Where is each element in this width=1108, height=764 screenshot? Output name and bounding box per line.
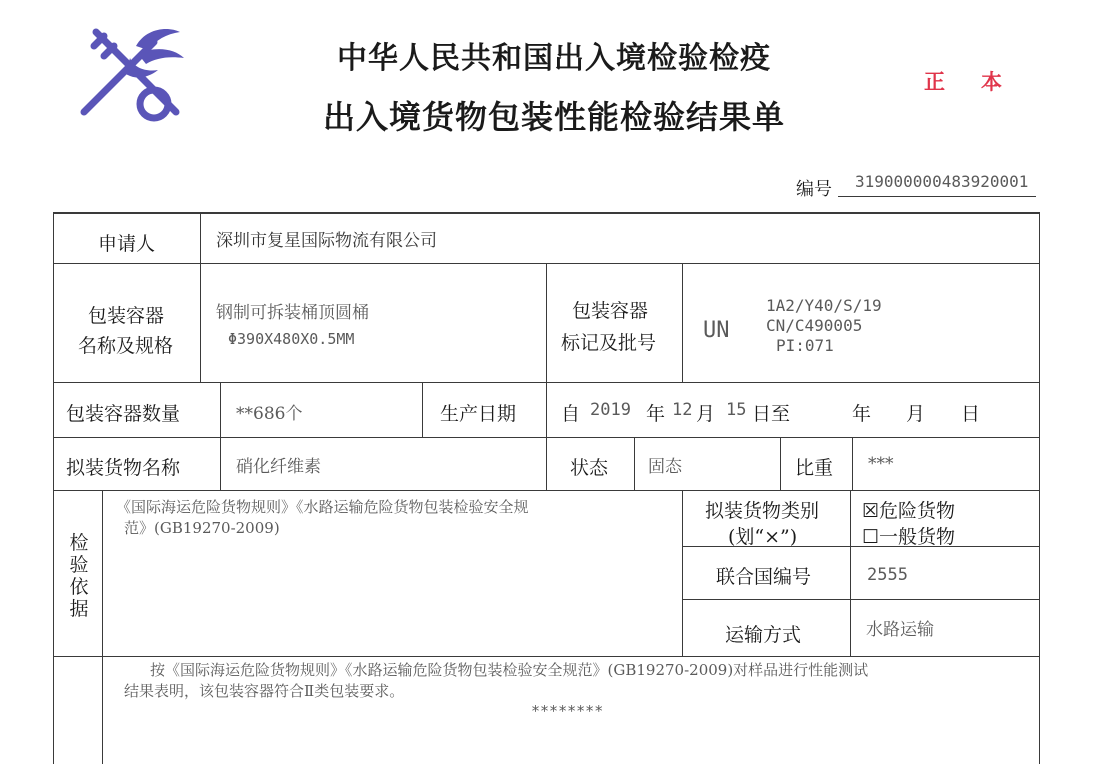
basis-label-char: 据	[69, 598, 89, 620]
applicant-value: 深圳市复星国际物流有限公司	[216, 231, 437, 251]
result-end-stars: ********	[531, 702, 604, 720]
production-day: 15	[726, 400, 747, 420]
end-day-unit: 日	[961, 403, 981, 425]
goods-name-value: 硝化纤维素	[236, 457, 321, 477]
quantity-value: **686个	[236, 404, 303, 424]
production-year: 2019	[590, 400, 631, 420]
table-rule	[220, 382, 221, 490]
date-from-prefix: 自	[561, 403, 581, 425]
basis-text-line2: 范》(GB19270-2009)	[124, 519, 280, 537]
basis-label-char: 检	[69, 532, 89, 554]
production-date-label: 生产日期	[440, 403, 517, 425]
number-underline	[838, 196, 1036, 197]
basis-text-line1: 《国际海运危险货物规则》《水路运输危险货物包装检验安全规	[116, 498, 529, 516]
result-text-line2: 结果表明，该包装容器符合Ⅱ类包装要求。	[124, 682, 405, 700]
goods-category-label-line2: (划“×”)	[728, 526, 798, 548]
month-unit: 月	[696, 403, 716, 425]
table-rule	[102, 490, 103, 764]
basis-label-char: 依	[69, 576, 89, 598]
specific-gravity-value: ***	[868, 454, 894, 474]
specific-gravity-label: 比重	[795, 457, 834, 479]
table-rule	[53, 656, 1040, 657]
state-value: 固态	[648, 457, 682, 477]
quantity-label: 包装容器数量	[66, 403, 181, 425]
table-border-left	[53, 212, 54, 764]
transport-mode-value: 水路运输	[866, 620, 934, 640]
result-text-line1: 按《国际海运危险货物规则》《水路运输危险货物包装检验安全规范》(GB19270-2009)对样品进行性能测试	[150, 661, 869, 679]
state-label: 状态	[570, 457, 609, 479]
container-mark-line3: PI:071	[776, 336, 834, 355]
end-year-unit: 年	[852, 403, 872, 425]
transport-mode-label: 运输方式	[725, 624, 802, 646]
table-rule	[682, 490, 683, 656]
category-general-goods-checkbox[interactable]: ☐一般货物	[862, 526, 956, 548]
table-rule	[682, 599, 1040, 600]
document-number-label: 编号	[796, 179, 832, 200]
document-title-line2: 出入境货物包装性能检验结果单	[322, 98, 785, 136]
table-rule	[546, 263, 547, 490]
container-spec-value: Φ390X480X0.5MM	[228, 330, 355, 348]
applicant-label: 申请人	[98, 233, 156, 255]
table-border-top	[53, 212, 1040, 214]
un-number-value: 2555	[867, 565, 908, 585]
category-dangerous-goods-checkbox[interactable]: ☒危险货物	[862, 500, 956, 522]
end-month-unit: 月	[906, 403, 926, 425]
container-mark-line2: CN/C490005	[766, 316, 863, 335]
document-number-value: 319000000483920001	[855, 172, 1029, 191]
basis-label	[66, 532, 92, 620]
table-rule	[780, 437, 781, 490]
basis-label-char: 验	[69, 554, 89, 576]
production-month: 12	[672, 400, 693, 420]
day-unit-to: 日至	[752, 403, 791, 425]
table-rule	[53, 490, 1040, 491]
table-rule	[422, 382, 423, 437]
container-name-label-line1: 包装容器	[88, 305, 165, 327]
container-name-value: 钢制可拆装桶顶圆桶	[216, 303, 369, 323]
table-rule	[634, 437, 635, 490]
table-rule	[682, 263, 683, 382]
table-rule	[852, 437, 853, 490]
un-mark: UN	[703, 318, 730, 343]
container-mark-line1: 1A2/Y40/S/19	[766, 296, 882, 315]
container-mark-label-line2: 标记及批号	[561, 332, 657, 354]
container-mark-label-line1: 包装容器	[572, 300, 649, 322]
un-number-label: 联合国编号	[716, 566, 812, 588]
container-name-label-line2: 名称及规格	[78, 335, 174, 357]
document-title-line1: 中华人民共和国出入境检验检疫	[337, 41, 771, 76]
table-rule	[200, 212, 201, 382]
goods-name-label: 拟装货物名称	[66, 457, 181, 479]
goods-category-label-line1: 拟装货物类别	[705, 500, 820, 522]
year-unit: 年	[646, 403, 666, 425]
table-rule	[850, 490, 851, 656]
table-border-right	[1039, 212, 1040, 764]
original-copy-seal: 正本	[924, 69, 1038, 94]
